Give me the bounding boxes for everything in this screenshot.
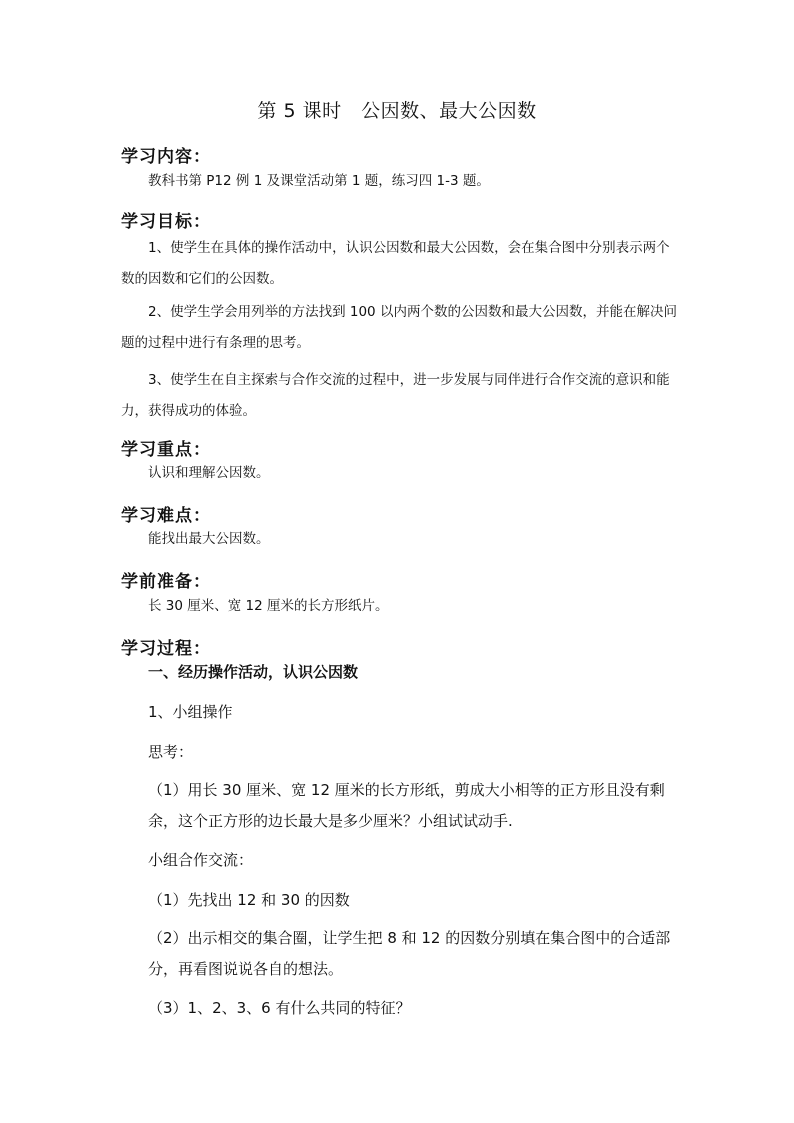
preparation-text: 长 30 厘米、宽 12 厘米的长方形纸片。 <box>148 598 389 614</box>
goal-item-1: 1、使学生在具体的操作活动中，认识公因数和最大公因数，会在集合图中分别表示两个数的因数和它们的公因数。 <box>121 240 670 287</box>
heading-content: 学习内容： <box>121 147 211 167</box>
process-exchange: 小组合作交流： <box>148 851 254 869</box>
key-point-text: 认识和理解公因数。 <box>148 465 270 481</box>
process-exchange-3: （3）1、2、3、6 有什么共同的特征？ <box>148 999 411 1017</box>
difficulty-text: 能找出最大公因数。 <box>148 531 270 547</box>
process-think: 思考： <box>148 743 194 761</box>
process-exchange-1: （1）先找出 12 和 30 的因数 <box>148 891 350 909</box>
heading-goals: 学习目标： <box>121 212 211 232</box>
process-step-1: 1、小组操作 <box>148 703 233 721</box>
process-section-1: 一、经历操作活动，认识公因数 <box>148 663 359 681</box>
heading-key-point: 学习重点： <box>121 440 211 460</box>
process-question-1: （1）用长 30 厘米、宽 12 厘米的长方形纸，剪成大小相等的正方形且没有剩余，这个正方形的边长最大是多少厘米？小组试试动手. <box>148 781 665 830</box>
page-title: 第 5 课时 公因数、最大公因数 <box>257 100 537 122</box>
heading-preparation: 学前准备： <box>121 572 211 592</box>
goal-item-2: 2、使学生学会用列举的方法找到 100 以内两个数的公因数和最大公因数，并能在解决问题的过程中进行有条理的思考。 <box>121 304 677 351</box>
goal-item-3: 3、使学生在自主探索与合作交流的过程中，进一步发展与同伴进行合作交流的意识和能力，获得成功的体验。 <box>121 372 670 419</box>
heading-difficulty: 学习难点： <box>121 506 211 526</box>
heading-process: 学习过程： <box>121 639 211 659</box>
content-text: 教科书第 P12 例 1 及课堂活动第 1 题，练习四 1-3 题。 <box>148 173 490 189</box>
process-exchange-2: （2）出示相交的集合圈，让学生把 8 和 12 的因数分别填在集合图中的合适部分，再看图说说各自的想法。 <box>148 929 671 978</box>
